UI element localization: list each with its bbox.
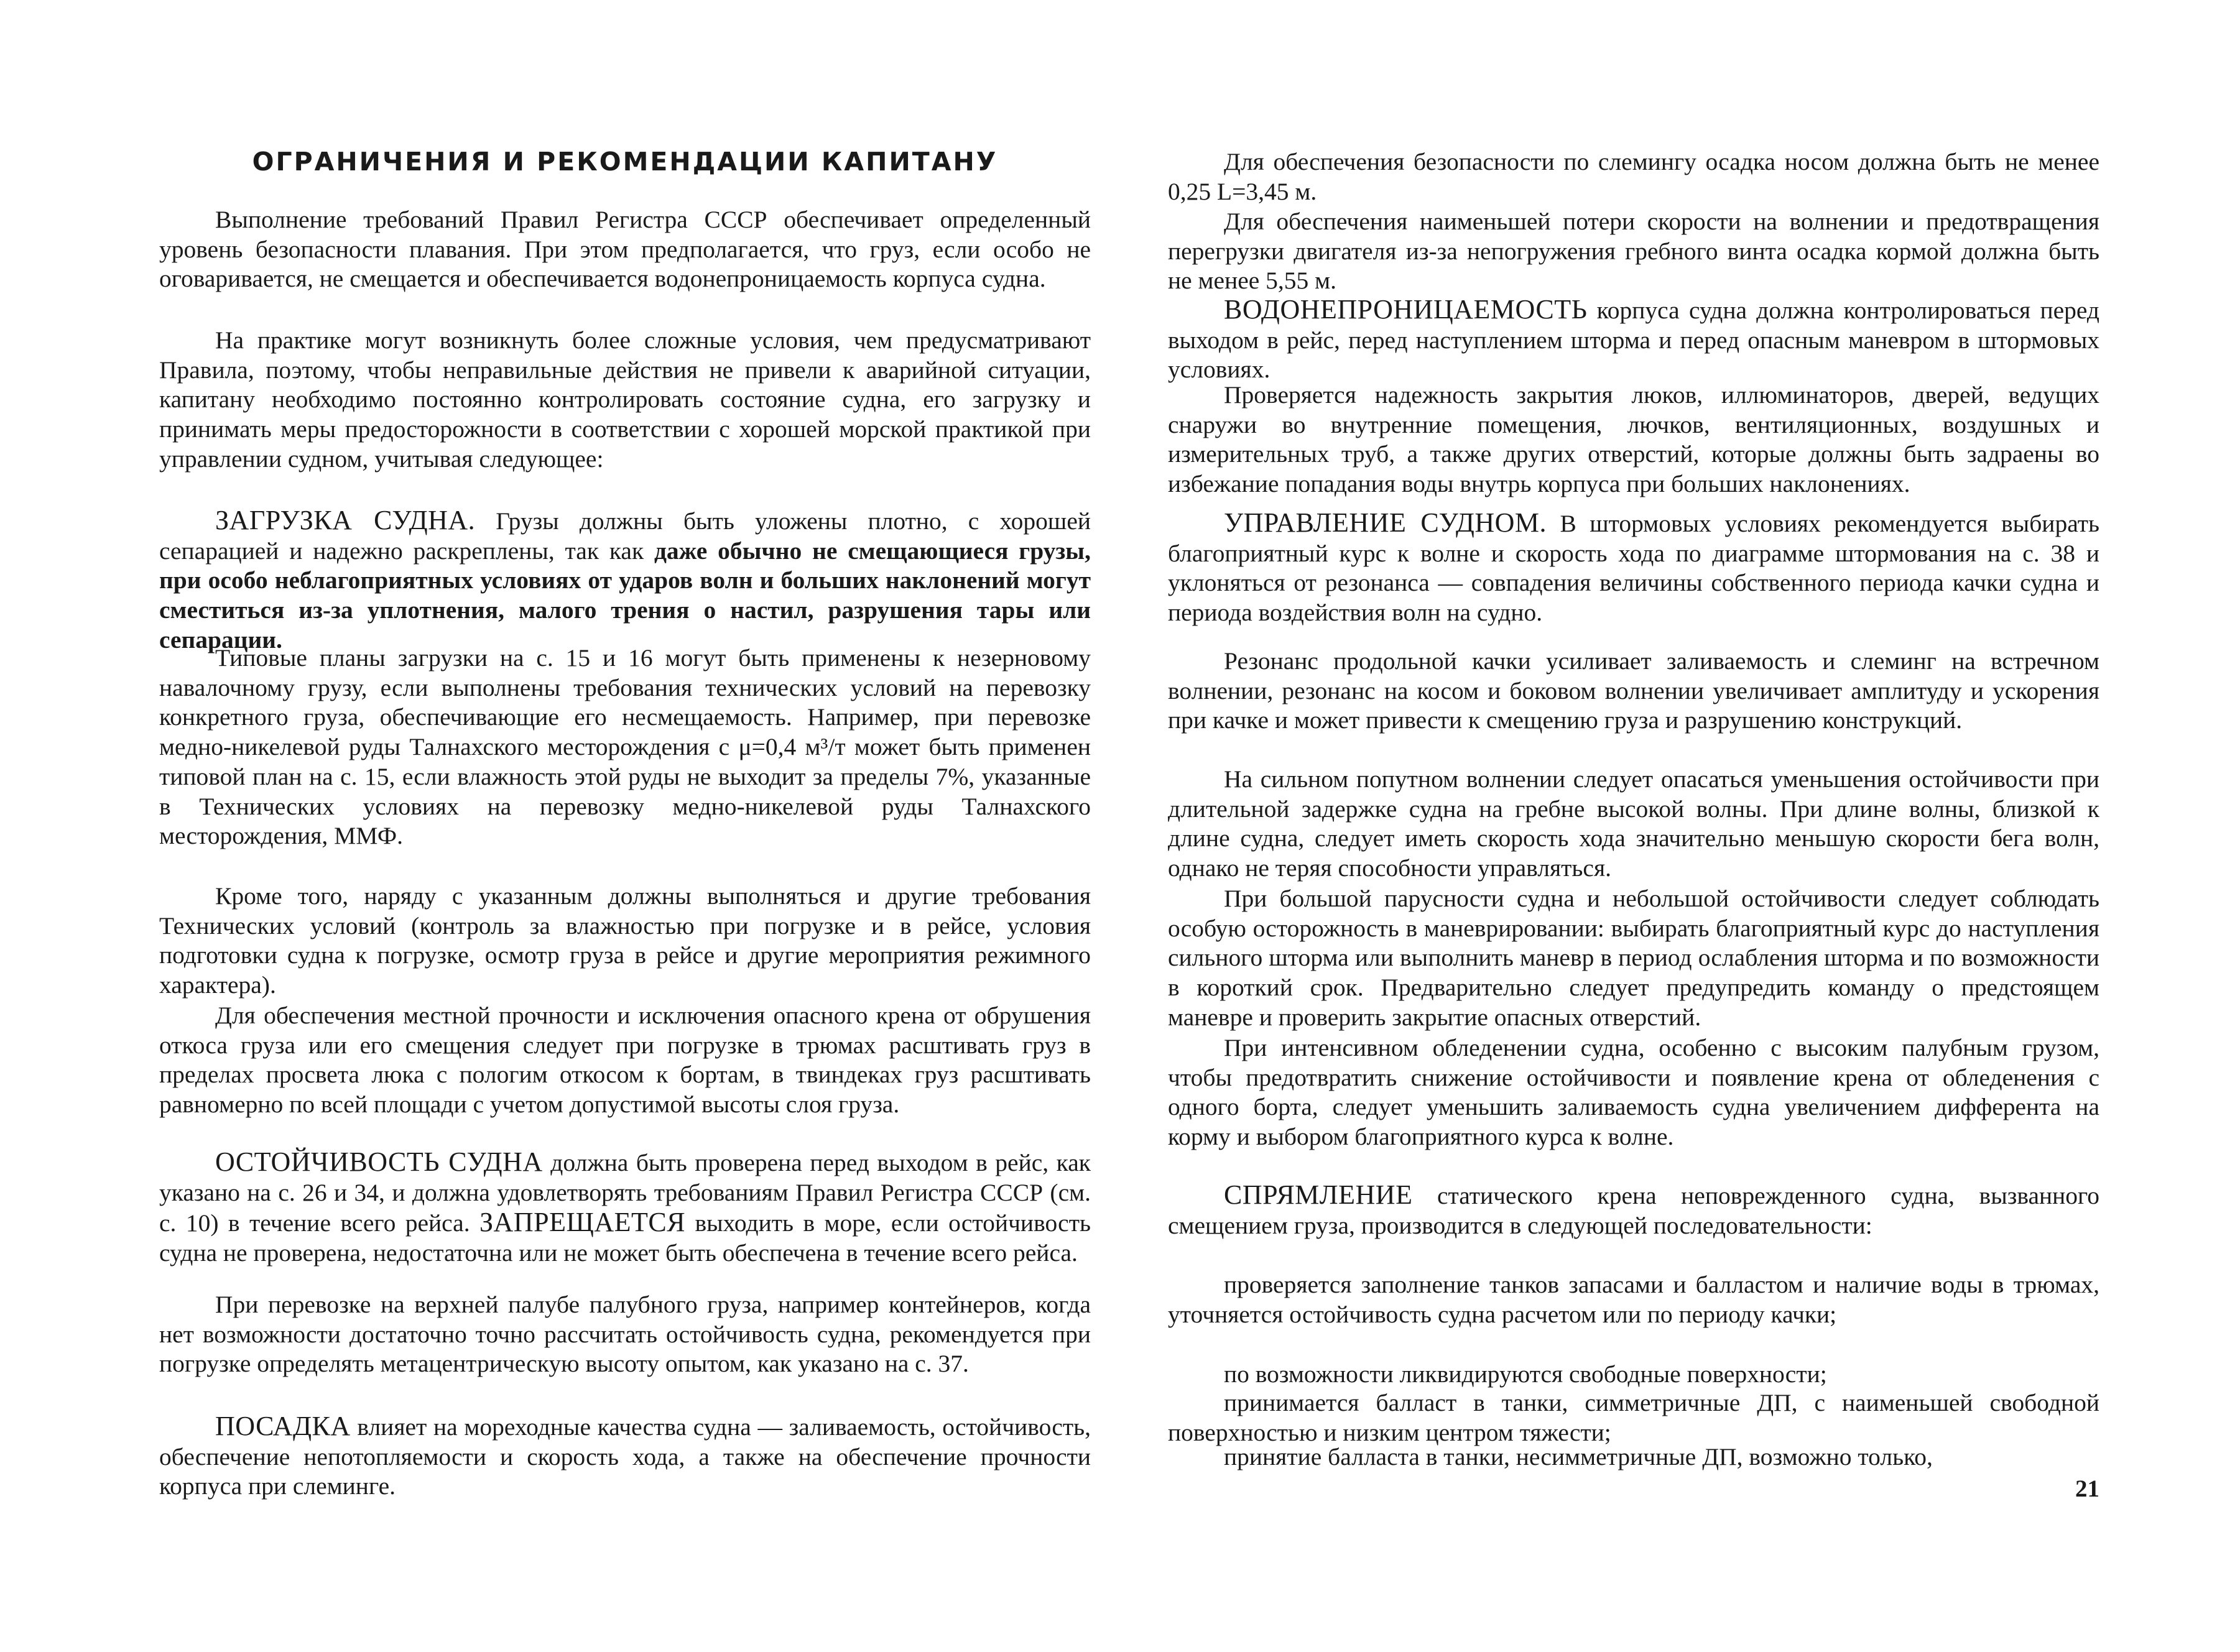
heading-draft: ПОСАДКА	[215, 1411, 351, 1441]
paragraph-windage: При большой парусности судна и небольшой остойчивости следует соблюдать особую осторожность в маневрировании: выбирать благоприятный курс до наступления сильного шторма или выполнить маневр в период ослабления шторма и по возможности в короткий срок. Предварительно следует предупредить команду о предстоящем маневре и проверить закрытие опасных отверстий.	[1168, 885, 2099, 1031]
ship-handling-text: В штормовых условиях рекомендуется выбирать благоприятный курс к волне и скорость хода по диаграмме штормования на с. 38 и уклоняться от резонанса — совпадения величины собственного периода качки судна и периода воздействия волн на судно.	[1168, 510, 2099, 627]
paragraph-practice: На практике могут возникнуть более сложные условия, чем предусматривают Правила, поэтому, чтобы неправильные действия не привели к аварийной ситуации, капитану необходимо постоянно контролировать состояние судна, его загрузку и принимать меры предосторожности в соответствии с хорошей морской практикой при управлении судном, учитывая следующее:	[159, 326, 1091, 473]
heading-stability: ОСТОЙЧИВОСТЬ СУДНА	[215, 1147, 543, 1177]
paragraph-stern-draft: Для обеспечения наименьшей потери скорости на волнении и предотвращения перегрузки двигателя из-за непогружения гребного винта осадка кормой должна быть не менее 5,55 м.	[1168, 208, 2099, 295]
list-item-check-tanks: проверяется заполнение танков запасами и балластом и наличие воды в трюмах, уточняется остойчивость судна расчетом или по периоду качки;	[1168, 1271, 2099, 1328]
paragraph-stability	[159, 1147, 1091, 1268]
heel-correction-text: статического крена неповрежденного судна, вызванного смещением груза, производится в следующей последовательности:	[1168, 1182, 2099, 1239]
heading-cargo-loading: ЗАГРУЗКА СУДНА.	[215, 505, 476, 535]
paragraph-requirements: Выполнение требований Правил Регистра СССР обеспечивает определенный уровень безопасности плавания. При этом предполагается, что груз, если особо не оговаривается, не смещается и обеспечивается водонепроницаемость корпуса судна.	[159, 206, 1091, 293]
watertightness-text: корпуса судна должна контролироваться перед выходом в рейс, перед наступлением шторма и перед опасным маневром в штормовых условиях.	[1168, 297, 2099, 384]
paragraph-local-strength: Для обеспечения местной прочности и исключения опасного крена от обрушения откоса груза или его смещения следует при погрузке в трюмах расштивать груз в пределах просвета люка с пологим откосом к бортам, в твиндеках груз расштивать равномерно по всей площади с учетом допустимой высоты слоя груза.	[159, 1002, 1091, 1119]
paragraph-icing: При интенсивном обледенении судна, особенно с высоким палубным грузом, чтобы предотвратить снижение остойчивости и появление крена от обледенения с одного борта, следует уменьшить заливаемость судна увеличением дифферента на корму и выбором благоприятного курса к волне.	[1168, 1034, 2099, 1151]
heading-watertightness: ВОДОНЕПРОНИЦАЕМОСТЬ	[1224, 294, 1588, 325]
paragraph-closures-check: Проверяется надежность закрытия люков, иллюминаторов, дверей, ведущих снаружи во внутренние помещения, лючков, вентиляционных, воздушных и измерительных труб, а также других отверстий, которые должны быть задраены во избежание попадания воды внутрь корпуса при больших наклонениях.	[1168, 381, 2099, 498]
stability-text-2: выходить в море, если остойчивость судна не проверена, недостаточна или не может быть обеспечена в течение всего рейса.	[159, 1209, 1091, 1267]
paragraph-slamming-draft: Для обеспечения безопасности по слемингу осадка носом должна быть не менее 0,25 L=3,45 м.	[1168, 148, 2099, 205]
paragraph-resonance: Резонанс продольной качки усиливает заливаемость и слеминг на встречном волнении, резонанс на косом и боковом волнении увеличивает амплитуду и ускорения при качке и может привести к смещению груза и разрушению конструкций.	[1168, 647, 2099, 734]
draft-text: влияет на мореходные качества судна — заливаемость, остойчивость, обеспечение непотопляемости и скорость хода, а также на обеспечение прочности корпуса при слеминге.	[159, 1413, 1091, 1500]
list-item-symmetric-ballast: принимается балласт в танки, симметричные ДП, с наименьшей свободной поверхностью и низким центром тяжести;	[1168, 1389, 2099, 1446]
paragraph-deck-cargo: При перевозке на верхней палубе палубного груза, например контейнеров, когда нет возможности достаточно точно рассчитать остойчивость судна, рекомендуется при погрузке определять метацентрическую высоту опытом, как указано на с. 37.	[159, 1291, 1091, 1378]
list-item-asymmetric-ballast: принятие балласта в танки, несимметричные ДП, возможно только,	[1224, 1443, 1933, 1470]
stability-prohibited: ЗАПРЕЩАЕТСЯ	[479, 1207, 686, 1238]
cargo-loading-text: Грузы должны быть уложены плотно, с хорошей сепарацией и надежно раскреплены, так как	[159, 507, 1091, 565]
paragraph-following-sea: На сильном попутном волнении следует опасаться уменьшения остойчивости при длительной задержке судна на гребне высокой волны. При длине волны, близкой к длине судна, следует иметь скорость хода значительно меньшую скорости бега волн, однако не теряя способности управляться.	[1168, 765, 2099, 882]
list-item-free-surfaces: по возможности ликвидируются свободные поверхности;	[1224, 1360, 1827, 1388]
paragraph-cargo-loading	[159, 505, 1091, 655]
heading-heel-correction: СПРЯМЛЕНИЕ	[1224, 1179, 1413, 1210]
cargo-loading-warning: даже обычно не смещающиеся грузы, при особо неблагоприятных условиях от ударов волн и больших наклонений могут сместиться из-за уплотнения, малого трения о настил, разрушения тары или сепарации.	[159, 537, 1091, 653]
paragraph-draft	[159, 1411, 1091, 1502]
section-title: ОГРАНИЧЕНИЯ И РЕКОМЕНДАЦИИ КАПИТАНУ	[252, 147, 998, 177]
paragraph-technical-conditions: Кроме того, наряду с указанным должны выполняться и другие требования Технических условий (контроль за влажностью при погрузке и в рейсе, условия подготовки судна к погрузке, осмотр груза в рейсе и другие мероприятия режимного характера).	[159, 882, 1091, 999]
heading-ship-handling: УПРАВЛЕНИЕ СУДНОМ.	[1224, 507, 1547, 538]
page-number: 21	[2075, 1475, 2099, 1502]
paragraph-heel-correction	[1168, 1180, 2099, 1240]
paragraph-watertightness	[1168, 295, 2099, 385]
paragraph-ship-handling	[1168, 508, 2099, 628]
paragraph-loading-plans: Типовые планы загрузки на с. 15 и 16 могут быть применены к незерновому навалочному грузу, если выполнены требования технических условий на перевозку конкретного груза, обеспечивающие его несмещаемость. Например, при перевозке медно-никелевой руды Талнахского месторождения с μ=0,4 м³/т может быть применен типовой план на с. 15, если влажность этой руды не выходит за пределы 7%, указанные в Технических условиях на перевозку медно-никелевой руды Талнахского месторождения, ММФ.	[159, 644, 1091, 850]
stability-text: должна быть проверена перед выходом в рейс, как указано на с. 26 и 34, и должна удовлетворять требованиям Правил Регистра СССР (см. с. 10) в течение всего рейса.	[159, 1149, 1091, 1237]
